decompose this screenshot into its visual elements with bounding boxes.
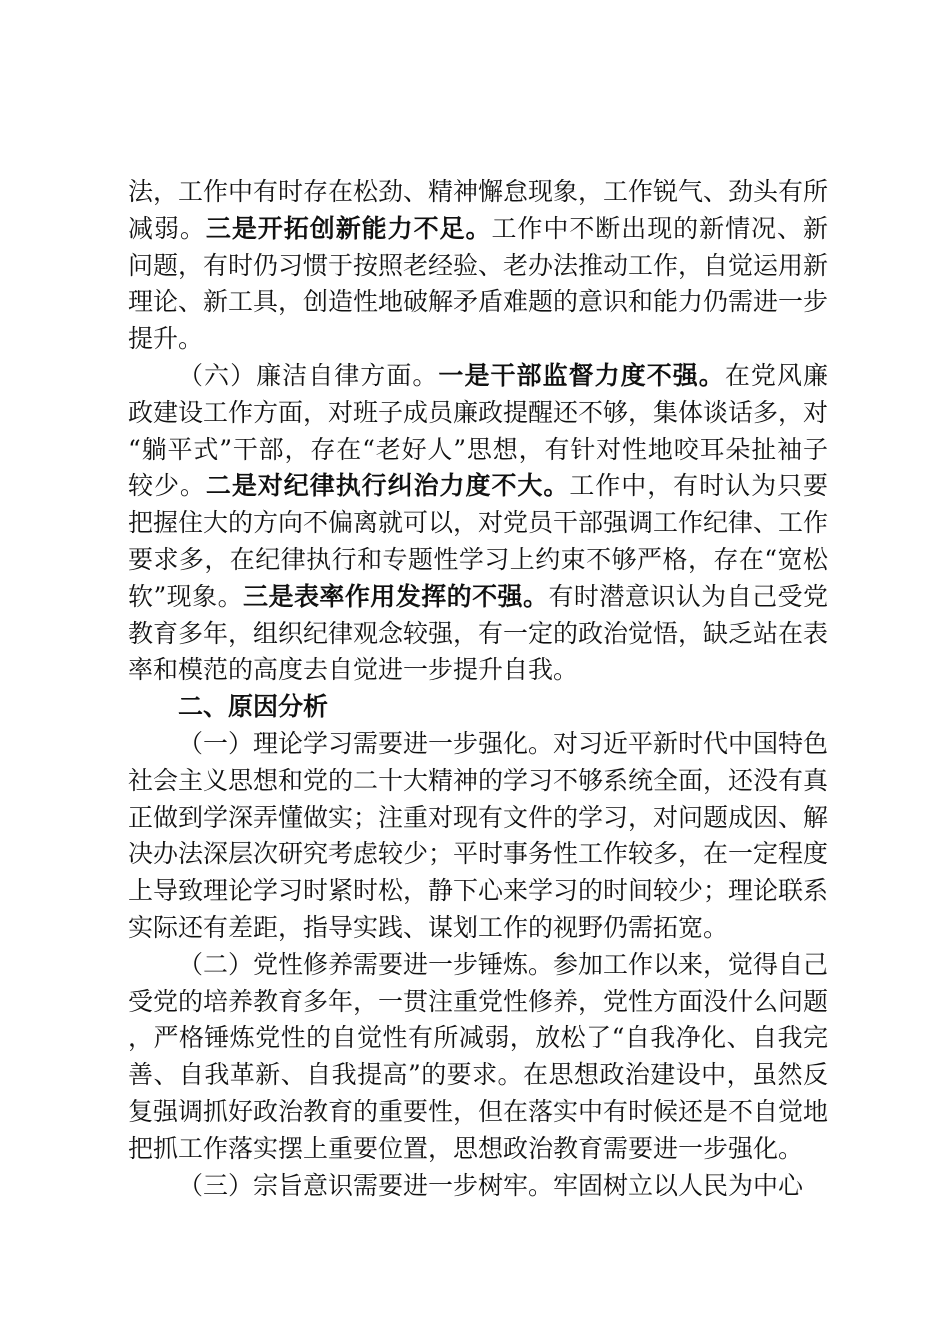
- bold-point: 三是开拓创新能力不足。: [205, 213, 492, 243]
- paragraph-text: 工作中，有时认为只要把握住大的方向不偏离就可以，对党员干部强调工作纪律、工作要求多，在纪律执行和专题性学习上约束不够严格，存在“宽松软”现象。: [128, 471, 829, 611]
- paragraph-purpose-awareness: [128, 1168, 828, 1205]
- paragraph-continuation: [128, 174, 828, 358]
- paragraph-text: 在党风廉政建设工作方面，对班子成员廉政提醒还不够，集体谈话多，对“躺平式”干部，存在“老好人”思想，有针对性地咬耳朵扯袖子较少。: [128, 360, 829, 501]
- paragraph-party-spirit: [128, 947, 828, 1168]
- paragraph-text: （六）廉洁自律方面。: [178, 360, 439, 390]
- paragraph-theory-study: [128, 726, 828, 947]
- paragraph-integrity: [128, 358, 828, 689]
- section-heading: 二、原因分析: [178, 692, 329, 722]
- paragraph-text: （一）理论学习需要进一步强化。对习近平新时代中国特色社会主义思想和党的二十大精神的学习不够系统全面，还没有真正做到学深弄懂做实；注重对现有文件的学习，对问题成因、解决办法深层次研究考虑较少；平时事务性工作较多，在一定程度上导致理论学习时紧时松，静下心来学习的时间较少；理论联系实际还有差距，指导实践、谋划工作的视野仍需拓宽。: [128, 728, 829, 942]
- bold-point: 二是对纪律执行纠治力度不大。: [205, 471, 570, 501]
- paragraph-text: （二）党性修养需要进一步锤炼。参加工作以来，觉得自己受党的培养教育多年，一贯注重党性修养，党性方面没什么问题，严格锤炼党性的自觉性有所减弱，放松了“自我净化、自我完善、自我革新、自我提高”的要求。在思想政治建设中，虽然反复强调抓好政治教育的重要性，但在落实中有时候还是不自觉地把抓工作落实摆上重要位置，思想政治教育需要进一步强化。: [128, 949, 829, 1163]
- bold-point: 三是表率作用发挥的不强。: [243, 581, 549, 611]
- paragraph-text: 有时潜意识认为自己受党教育多年，组织纪律观念较强，有一定的政治觉悟，缺乏站在表率和模范的高度去自觉进一步提升自我。: [128, 581, 829, 685]
- paragraph-text: 法，工作中有时存在松劲、精神懈怠现象，工作锐气、劲头有所减弱。: [128, 177, 829, 243]
- document-body: [128, 174, 828, 1204]
- paragraph-text: （三）宗旨意识需要进一步树牢。牢固树立以人民为中心: [178, 1170, 804, 1200]
- paragraph-text: 工作中不断出现的新情况、新问题，有时仍习惯于按照老经验、老办法推动工作，自觉运用新理论、新工具，创造性地破解矛盾难题的意识和能力仍需进一步提升。: [128, 213, 829, 354]
- bold-point: 一是干部监督力度不强。: [438, 360, 725, 390]
